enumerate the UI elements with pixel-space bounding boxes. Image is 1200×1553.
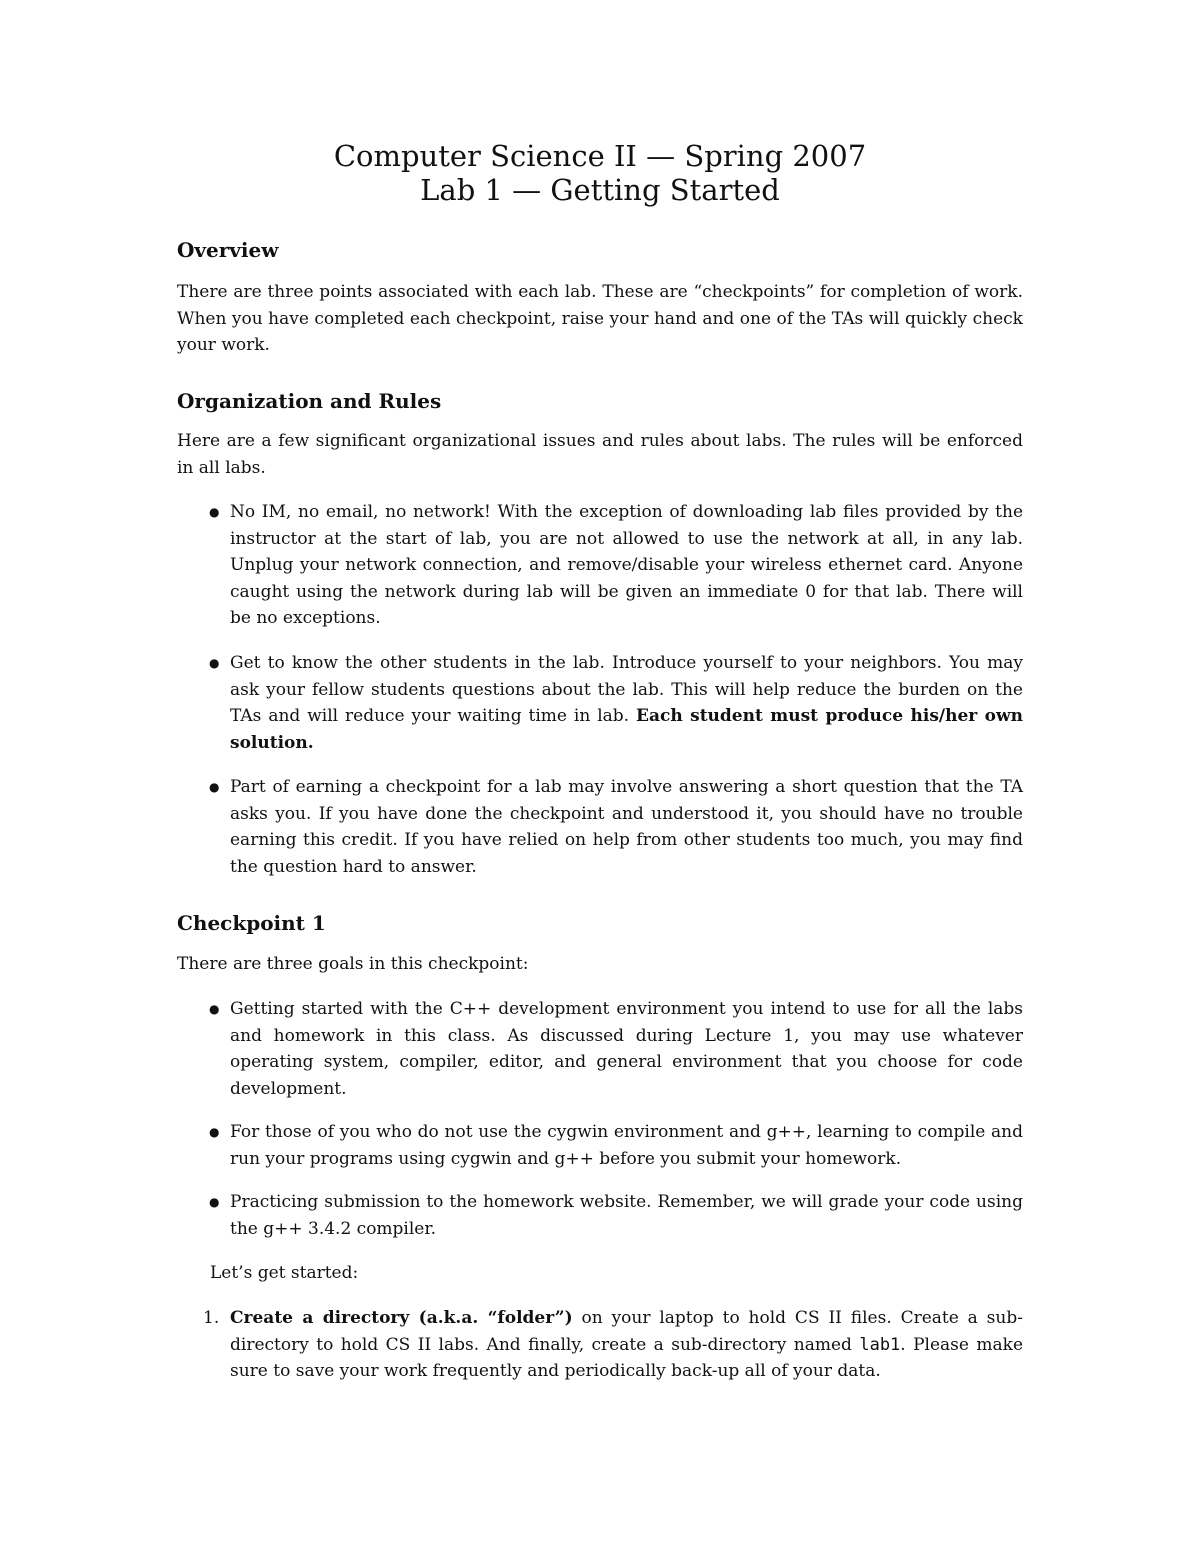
rules-bullet-students-emphasis: Each student must produce his/her own solution. xyxy=(230,706,1024,753)
rules-bullet-network: No IM, no email, no network! With the exception of downloading lab files provided by the instructor at the start of lab, you are not allowed to use the network at all, in any lab. Unplug your network connection, and remove/disable your wireless ethernet card. Anyone caught using the network during lab will be given an immediate 0 for that lab. There will be no exceptions. xyxy=(230,502,1023,628)
checkpoint1-goal-cygwin: For those of you who do not use the cygwin environment and g++, learning to compile and run your programs using cygwin and g++ before you submit your homework. xyxy=(230,1122,1023,1169)
lets-get-started: Let’s get started: xyxy=(210,1263,359,1283)
bullet-marker: ● xyxy=(209,1002,220,1016)
bullet-marker: ● xyxy=(209,780,220,794)
document-title-line1: Computer Science II — Spring 2007 xyxy=(333,139,867,173)
document-title-line2: Lab 1 — Getting Started xyxy=(420,173,780,207)
rules-heading: Organization and Rules xyxy=(177,389,442,413)
bullet-marker: ● xyxy=(209,1195,220,1209)
step1-directory-name: lab1 xyxy=(859,1334,901,1355)
checkpoint1-heading: Checkpoint 1 xyxy=(177,911,326,935)
step1-emphasis: Create a directory (a.k.a. “folder”) xyxy=(230,1308,573,1328)
checkpoint1-goal-submission: Practicing submission to the homework website. Remember, we will grade your code using the g++ 3.4.2 compiler. xyxy=(230,1192,1023,1239)
bullet-marker: ● xyxy=(209,505,220,519)
step1-text-b: . Please make sure to save your work frequently and periodically back-up all of your data. xyxy=(230,1334,1024,1381)
step1-text-a: on your laptop to hold CS II files. Create a sub-directory to hold CS II labs. And finally, create a sub-directory named xyxy=(230,1308,1023,1355)
rules-intro: Here are a few significant organizational issues and rules about labs. The rules will be enforced in all labs. xyxy=(177,431,1023,478)
overview-paragraph: There are three points associated with each lab. These are “checkpoints” for completion of work. When you have completed each checkpoint, raise your hand and one of the TAs will quickly check your work. xyxy=(177,282,1023,355)
bullet-marker: ● xyxy=(209,656,220,670)
rules-bullet-students-text: Get to know the other students in the lab. Introduce yourself to your neighbors. You may ask your fellow students questions about the lab. This will help reduce the burden on the TAs and will reduce your waiting time in lab. xyxy=(230,653,1023,726)
rules-bullet-students xyxy=(230,650,1023,756)
overview-heading: Overview xyxy=(177,238,279,262)
checkpoint1-intro: There are three goals in this checkpoint: xyxy=(177,954,529,974)
bullet-marker: ● xyxy=(209,1125,220,1139)
checkpoint1-goal-environment: Getting started with the C++ development environment you intend to use for all the labs and homework in this class. As discussed during Lecture 1, you may use whatever operating system, compiler, editor, and general environment that you choose for code development. xyxy=(230,999,1023,1099)
step1-create-directory xyxy=(230,1305,1023,1385)
rules-bullet-question: Part of earning a checkpoint for a lab may involve answering a short question that the TA asks you. If you have done the checkpoint and understood it, you should have no trouble earning this credit. If you have relied on help from other students too much, you may find the question hard to answer. xyxy=(230,777,1023,877)
step-number: 1. xyxy=(203,1308,220,1328)
